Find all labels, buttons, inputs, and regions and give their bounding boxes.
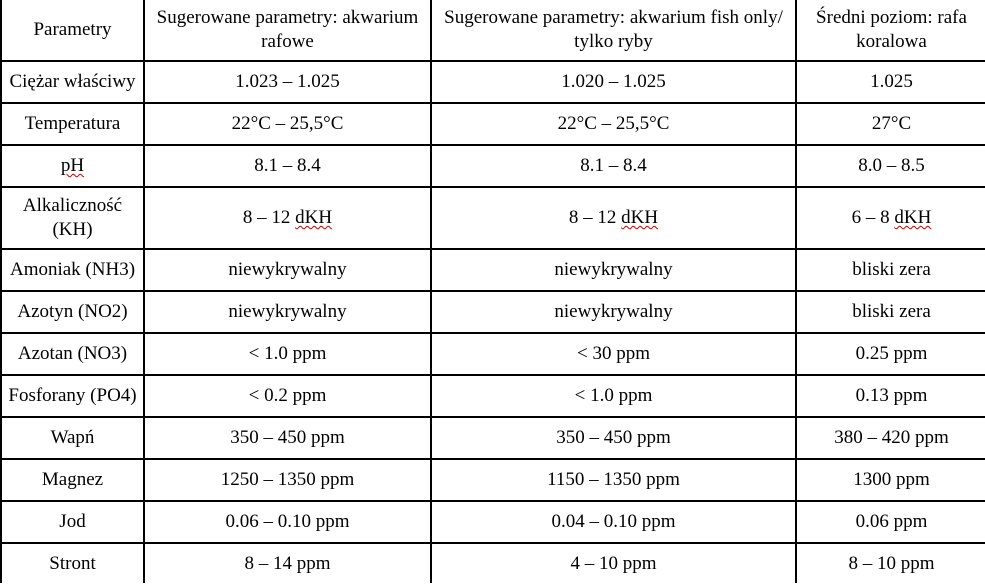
table-cell: 1.025 <box>796 61 985 103</box>
param-label: Temperatura <box>1 103 144 145</box>
param-label: Alkaliczność (KH) <box>1 187 144 249</box>
table-cell: 8.1 – 8.4 <box>431 145 796 187</box>
param-label: Fosforany (PO4) <box>1 375 144 417</box>
table-cell: bliski zera <box>796 291 985 333</box>
table-cell: < 30 ppm <box>431 333 796 375</box>
table-cell: 350 – 450 ppm <box>431 417 796 459</box>
param-label: Jod <box>1 501 144 543</box>
table-cell: 0.25 ppm <box>796 333 985 375</box>
table-cell: 0.06 – 0.10 ppm <box>144 501 431 543</box>
table-cell: 1250 – 1350 ppm <box>144 459 431 501</box>
table-cell: < 1.0 ppm <box>144 333 431 375</box>
table-cell: 0.04 – 0.10 ppm <box>431 501 796 543</box>
table-cell: 8 – 12 dKH <box>431 187 796 249</box>
table-cell: < 0.2 ppm <box>144 375 431 417</box>
param-label: Azotyn (NO2) <box>1 291 144 333</box>
table-row-stront <box>1 543 985 583</box>
table-cell: < 1.0 ppm <box>431 375 796 417</box>
spellcheck-underline: dKH <box>295 207 333 229</box>
table-row-jod <box>1 501 985 543</box>
table-cell: 8 – 14 ppm <box>144 543 431 583</box>
param-label: Amoniak (NH3) <box>1 249 144 291</box>
param-label: Wapń <box>1 417 144 459</box>
table-cell: niewykrywalny <box>431 249 796 291</box>
table-row-alkalicznosc <box>1 187 985 249</box>
table-row-amoniak <box>1 249 985 291</box>
table-cell: 8.1 – 8.4 <box>144 145 431 187</box>
table-cell: 8.0 – 8.5 <box>796 145 985 187</box>
table-cell: niewykrywalny <box>431 291 796 333</box>
table-cell: 0.06 ppm <box>796 501 985 543</box>
table-cell: niewykrywalny <box>144 249 431 291</box>
table-cell: 4 – 10 ppm <box>431 543 796 583</box>
table-cell: 1300 ppm <box>796 459 985 501</box>
table-row-azotyn <box>1 291 985 333</box>
header-parametry: Parametry <box>1 0 144 61</box>
table-row-fosforany <box>1 375 985 417</box>
param-label: Magnez <box>1 459 144 501</box>
table-cell: bliski zera <box>796 249 985 291</box>
table-header-row <box>1 0 985 61</box>
param-label: Ciężar właściwy <box>1 61 144 103</box>
table-cell: 22°C – 25,5°C <box>431 103 796 145</box>
table-cell: 350 – 450 ppm <box>144 417 431 459</box>
table-cell: 8 – 12 dKH <box>144 187 431 249</box>
table-row-ciezar-wlasciwy <box>1 61 985 103</box>
param-label: Azotan (NO3) <box>1 333 144 375</box>
table-cell: 1.020 – 1.025 <box>431 61 796 103</box>
header-fish-only: Sugerowane parametry: akwarium fish only/ tylko ryby <box>431 0 796 61</box>
table-row-magnez <box>1 459 985 501</box>
table-cell: 6 – 8 dKH <box>796 187 985 249</box>
spellcheck-underline: dKH <box>621 207 659 229</box>
param-label <box>1 145 144 187</box>
table-row-ph <box>1 145 985 187</box>
spellcheck-underline: pH <box>60 155 85 177</box>
table-cell: 8 – 10 ppm <box>796 543 985 583</box>
param-label: Stront <box>1 543 144 583</box>
table-cell: 0.13 ppm <box>796 375 985 417</box>
table-cell: 27°C <box>796 103 985 145</box>
table-cell: 1150 – 1350 ppm <box>431 459 796 501</box>
spellcheck-underline: dKH <box>894 207 932 229</box>
table-cell: 22°C – 25,5°C <box>144 103 431 145</box>
table-row-azotan <box>1 333 985 375</box>
table-cell: niewykrywalny <box>144 291 431 333</box>
table-cell: 380 – 420 ppm <box>796 417 985 459</box>
table-cell: 1.023 – 1.025 <box>144 61 431 103</box>
header-akwarium-rafowe: Sugerowane parametry: akwarium rafowe <box>144 0 431 61</box>
header-rafa-koralowa: Średni poziom: rafa koralowa <box>796 0 985 61</box>
table-row-wapn <box>1 417 985 459</box>
table-row-temperatura <box>1 103 985 145</box>
